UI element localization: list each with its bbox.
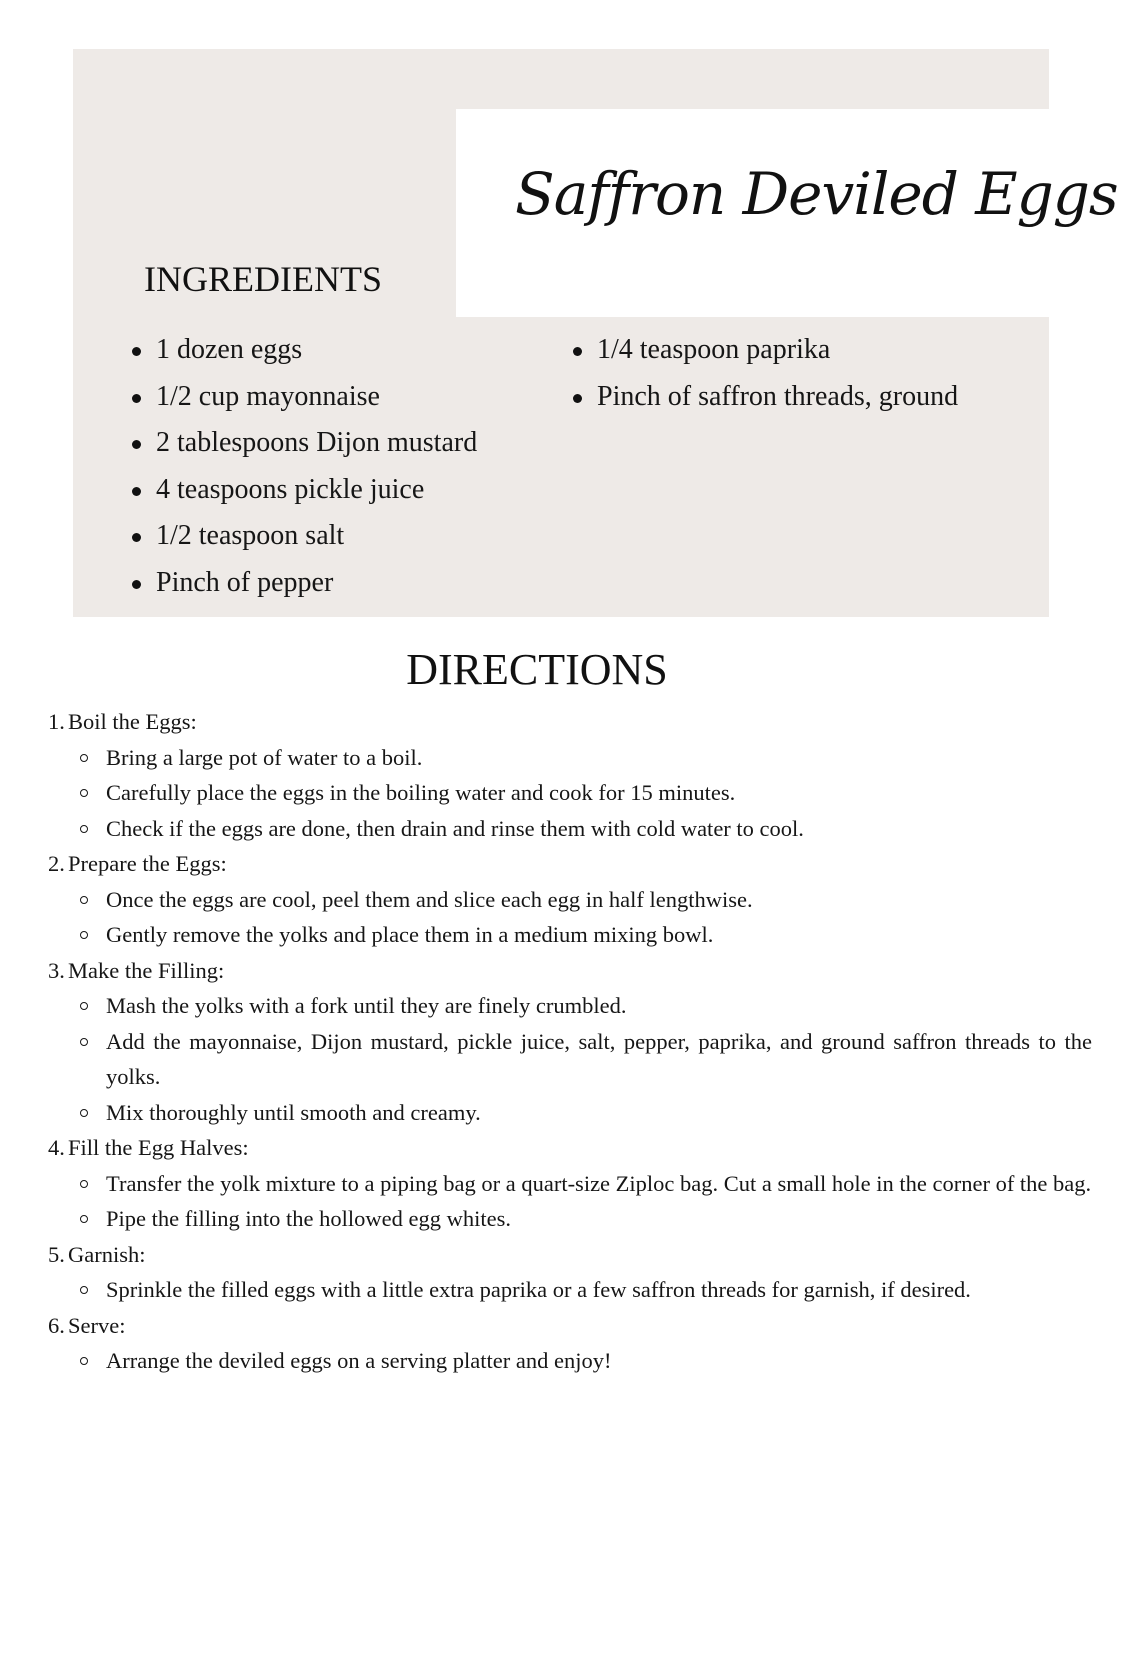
step-detail: Add the mayonnaise, Dijon mustard, pickle juice, salt, pepper, paprika, and ground saffron threads to the yolks. <box>48 1024 1092 1095</box>
ingredient-item: Pinch of saffron threads, ground <box>573 374 958 421</box>
step-detail: Pipe the filling into the hollowed egg whites. <box>48 1201 1092 1237</box>
ingredient-item: 1/2 teaspoon salt <box>132 513 477 560</box>
step-number: 1. <box>48 709 65 734</box>
ingredient-item: 1/4 teaspoon paprika <box>573 327 958 374</box>
step-detail: Carefully place the eggs in the boiling water and cook for 15 minutes. <box>48 775 1092 811</box>
step-title: Make the Filling: <box>68 957 225 983</box>
direction-step <box>48 1237 1092 1308</box>
step-title: Prepare the Eggs: <box>68 851 227 876</box>
step-number: 2. <box>48 851 65 876</box>
step-detail: Sprinkle the filled eggs with a little extra paprika or a few saffron threads for garnish, if desired. <box>48 1272 1092 1308</box>
step-detail: Mash the yolks with a fork until they are finely crumbled. <box>48 988 1092 1024</box>
direction-step <box>48 846 1092 953</box>
direction-step <box>48 704 1092 846</box>
step-detail: Gently remove the yolks and place them in a medium mixing bowl. <box>48 917 1092 953</box>
step-title: Garnish: <box>68 1241 146 1267</box>
ingredient-item: 2 tablespoons Dijon mustard <box>132 420 477 467</box>
directions-heading: DIRECTIONS <box>406 645 668 694</box>
step-detail: Mix thoroughly until smooth and creamy. <box>48 1095 1092 1131</box>
recipe-title: Saffron Deviled Eggs <box>515 160 1118 228</box>
direction-step <box>48 1130 1092 1237</box>
step-detail: Arrange the deviled eggs on a serving platter and enjoy! <box>48 1343 1092 1379</box>
directions-list <box>48 704 1092 1379</box>
ingredient-item: 1/2 cup mayonnaise <box>132 374 477 421</box>
step-detail: Transfer the yolk mixture to a piping bag or a quart-size Ziploc bag. Cut a small hole in the corner of the bag. <box>48 1166 1092 1202</box>
step-title: Fill the Egg Halves: <box>68 1135 249 1160</box>
step-number: 3. <box>48 957 65 983</box>
step-title: Serve: <box>68 1312 126 1338</box>
ingredients-heading: INGREDIENTS <box>144 259 382 299</box>
direction-step <box>48 953 1092 1131</box>
direction-step <box>48 1308 1092 1379</box>
step-detail: Check if the eggs are done, then drain and rinse them with cold water to cool. <box>48 811 1092 847</box>
ingredient-item: 1 dozen eggs <box>132 327 477 374</box>
ingredients-list-right <box>573 327 958 420</box>
step-number: 5. <box>48 1241 65 1267</box>
step-title: Boil the Eggs: <box>68 709 197 734</box>
ingredient-item: 4 teaspoons pickle juice <box>132 467 477 514</box>
ingredients-list-left <box>132 327 477 606</box>
step-number: 6. <box>48 1312 65 1338</box>
step-number: 4. <box>48 1135 65 1160</box>
step-detail: Once the eggs are cool, peel them and slice each egg in half lengthwise. <box>48 882 1092 918</box>
ingredient-item: Pinch of pepper <box>132 560 477 607</box>
step-detail: Bring a large pot of water to a boil. <box>48 740 1092 776</box>
